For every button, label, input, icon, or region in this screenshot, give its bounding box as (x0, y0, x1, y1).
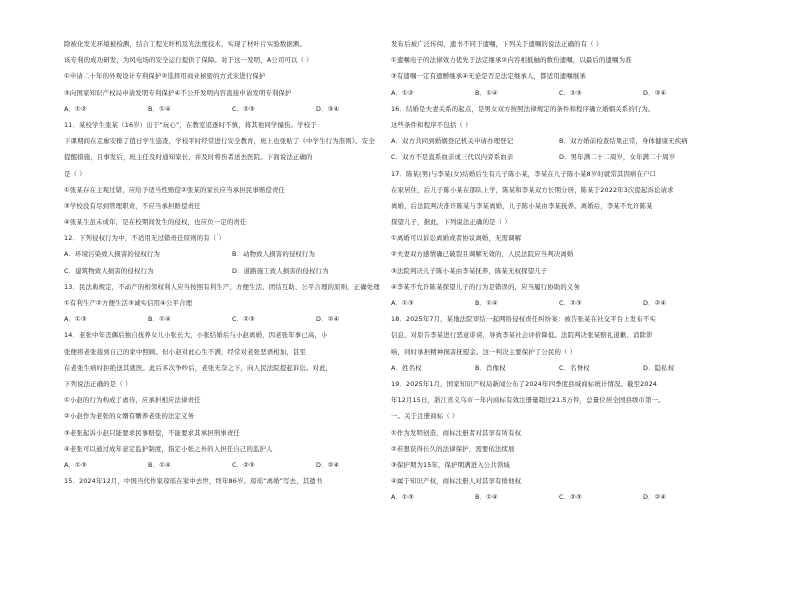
answer-option: A．①③ (391, 299, 414, 307)
text-line: 离婚，后法院判决准许陈某与李某离婚，儿子陈小某由李某抚养。离婚后，李某不允许陈某 (391, 201, 653, 210)
answer-options (64, 457, 400, 473)
answer-option: B．双方婚前检查结果正常，身体健康无疾病 (559, 137, 688, 146)
text-line: ③向国家知识产权局申请发明专利保护④不公开发明内容直接申请发明专利保护 (64, 88, 292, 97)
answer-option: B．①④ (148, 460, 171, 469)
answer-option: A．①③ (391, 493, 414, 502)
answer-option: A．①② (391, 88, 414, 97)
text-line: ①有利生产②方便生活③诚实信用④公平合理 (64, 299, 193, 307)
text-line: ①遗嘱电子的法律效力优先于法定继承②内容相抵触的数份遗嘱，以最后的遗嘱为准 (391, 56, 632, 65)
answer-option: A．①③ (64, 460, 87, 469)
text-line: ④张某生虽未成年，是在校期间发生的侵权，也应负一定的责任 (64, 218, 247, 227)
text-line: 15．2024年12月，中国当代作家琼瑶在家中去世，终年86岁。琼瑶“离婚”写去，其遗书 (64, 477, 323, 486)
answer-option: D．②④ (643, 299, 667, 307)
answer-option: A．双方共同到婚姻登记机关申请办理登记 (391, 137, 514, 146)
text-line: ①小赵的行为构成了虐待，应承担相应法律责任 (64, 396, 201, 405)
answer-option: B．①④ (475, 299, 498, 307)
text-line: 信息，对原告李某进行恶意诽谤，导致李某社会评价降低。法院判决张某赔礼道歉、消除影 (391, 331, 653, 340)
text-line: 12．下列侵权行为中，不适用无过错责任原则的有（ ） (64, 234, 226, 243)
answer-option: B．①④ (148, 315, 171, 324)
answer-option: B．肖像权 (475, 363, 506, 372)
answer-option: D．男年满二十二周岁，女年满二十周岁 (559, 153, 676, 162)
text-line: 张便将老张接到自己的家中照顾。但小赵对此心生不满，经常对老张恶语相加，甚至 (64, 347, 307, 356)
answer-options (391, 360, 727, 376)
text-line: 响，同时承担精神损害抚慰金。这一判决主要保护了公民的（ ） (391, 347, 577, 356)
answer-option: D．②④ (316, 460, 340, 469)
answer-option: C．②③ (232, 104, 255, 113)
text-line: ④老张可以通过成年意定监护制度，指定小张之外的人担任自己的监护人 (64, 444, 273, 453)
text-line: 16．结婚是夫妻关系的起点，是男女双方按照法律规定的条件和程序确立婚姻关系的行为。 (391, 104, 655, 113)
text-line: 11．某校学生张某（16岁）出于“玩心”，在教室追逐时不慎，将其他同学撞伤。学校于 (64, 120, 317, 129)
answer-option: C．②③ (559, 493, 582, 502)
text-line: ③学校没有尽到管理职责，不应当承担赔偿责任 (64, 201, 201, 210)
text-line: 年12月15日，浙江省义乌市一年内商标有效注册量超过21.5万件，总量位居全国县级市第一。 (391, 396, 665, 405)
text-line: 在家居住，后儿子陈小某在部队上学，陈某和李某双方长期分居，陈某于2022年3次提起诉讼请求 (391, 185, 674, 194)
text-line: ③老张起诉小赵只能要求民事赔偿，不能要求其承担刑事责任 (64, 428, 240, 437)
text-line: ③法院判决儿子陈小某由李某抚养，陈某无权探望儿子 (391, 266, 548, 275)
answer-option: B．动物致人损害的侵权行为 (232, 250, 316, 259)
text-line: 18．2025年7月，某地法院审结一起网络侵权责任纠纷案：被告张某在社交平台上发布不实 (391, 315, 656, 324)
answer-option: C．②③ (559, 299, 582, 307)
answer-options (64, 263, 400, 279)
text-line: ②夫妻双方感情确已破裂且调解无效的，人民法院应当判决离婚 (391, 250, 574, 259)
answer-option: C．双方不是直系血亲或三代以内旁系血亲 (391, 153, 514, 162)
text-line: ④李某不允许陈某探望儿子的行为是错误的，应当履行协助的义务 (391, 282, 581, 291)
text-line: 该专利的成功研发，为风电场的安全运行提供了保障。对于这一发明，A公司可以（ ） (64, 56, 313, 65)
text-line: ④属于知识产权，商标注册人对其享有排他权 (391, 477, 522, 486)
answer-option: C．建筑物致人损害的侵权行为 (64, 266, 154, 275)
answer-options (391, 489, 727, 505)
answer-option: A．①② (64, 104, 87, 113)
answer-options (391, 133, 727, 149)
text-line: ①申请二十年的外观设计专利保护②选择用商业秘密的方式来进行保护 (64, 72, 266, 81)
text-line: ①张某存在主观过错，应给予适当性赔偿②张某的家长应当承担民事赔偿责任 (64, 185, 286, 194)
answer-option: D．②④ (316, 315, 340, 324)
answer-options (391, 149, 727, 165)
text-line: ①作为发明创造，商标注册者对其享有所有权 (391, 428, 522, 437)
text-line: 除被化发光环境被检测，结合工程光纤机及光法度技术，实现了材叶片实验数据测。 (64, 40, 307, 48)
text-line: ②小赵作为老张的女婿有赡养老张的法定义务 (64, 412, 195, 421)
text-line: 14．老张中年丧偶后独自抚养女儿小张长大，小张结婚后与小赵离婚，因老张年事已高，小 (64, 331, 328, 340)
text-line: 下列说法正确的是（ ） (64, 379, 132, 388)
answer-option: A．姓名权 (391, 363, 422, 372)
right-column (391, 36, 727, 505)
answer-option: A．环境污染致人损害的侵权行为 (64, 250, 161, 259)
text-line: 探望儿子，据此，下列说法正确的是（ ） (391, 218, 511, 227)
text-line: ③有遗嘱一定有遗赠继承④无论是否是法定继承人，都适用遗嘱继承 (391, 72, 586, 81)
text-line: 这些条件和程序不包括（ ） (391, 120, 472, 129)
answer-option: C．②③ (232, 460, 255, 469)
text-line: 提醒措施，且事发后，班主任及时通知家长，并及时将伤者送去医院。下面说法正确的 (64, 153, 313, 162)
answer-option: C．②③ (559, 88, 582, 97)
left-column (64, 36, 400, 489)
answer-option: C．名誉权 (559, 363, 590, 372)
text-line: 下课期间在走廊安排了值日学生巡查，学校平时经常进行安全教育，班上也张贴了《中学生行为准则》。安全 (64, 137, 375, 146)
answer-options (64, 311, 400, 327)
answer-option: D．②④ (643, 493, 667, 502)
text-line: ③保护期为15年，保护期满进入公共领域 (391, 460, 510, 469)
text-line: ①离婚可以诉讼离婚或者协议离婚，无需调解 (391, 234, 522, 243)
answer-option: A．①③ (64, 315, 87, 324)
answer-option: C．②③ (232, 315, 255, 324)
answer-option: B．①④ (475, 88, 498, 97)
answer-option: D．③④ (316, 104, 340, 113)
answer-option: B．①④ (148, 104, 171, 113)
text-line: 一。关于注册商标（ ） (391, 412, 459, 421)
answer-options (391, 85, 727, 101)
text-line: 17．陈某(男)与李某(女)结婚后生有儿子陈小某，李某在儿子陈小某8岁时就常其因病在户口 (391, 169, 657, 178)
text-line: 发布后被广泛传阅，遗书不同于遗嘱，下列关于遗嘱的说法正确的有（ ） (391, 40, 603, 48)
answer-option: D．隐私权 (643, 363, 675, 372)
text-line: 19．2025年1月，国家知识产权局新闻公布了2024年四季度县域商标统计情况。截至2024 (391, 379, 657, 388)
answer-option: D．③④ (643, 88, 667, 97)
answer-options (391, 295, 727, 311)
answer-option: D．道路施工致人损害的侵权行为 (232, 266, 329, 275)
answer-option: B．①④ (475, 493, 498, 502)
text-line: 在老张生病时拒绝送其就医。此后多次争吵后，老张无奈之下，向人民法院提起诉讼。对此， (64, 363, 333, 372)
answer-options (64, 101, 400, 117)
text-line: ②若想获得长久的法律保护，需要依法续展 (391, 444, 515, 453)
answer-options (64, 246, 400, 262)
text-line: 是（ ） (64, 169, 86, 178)
text-line: 13．民法典规定，不动产的相邻权利人应当按照有利生产、方便生活、团结互助、公平合理的原则，正确处理 (64, 282, 380, 291)
